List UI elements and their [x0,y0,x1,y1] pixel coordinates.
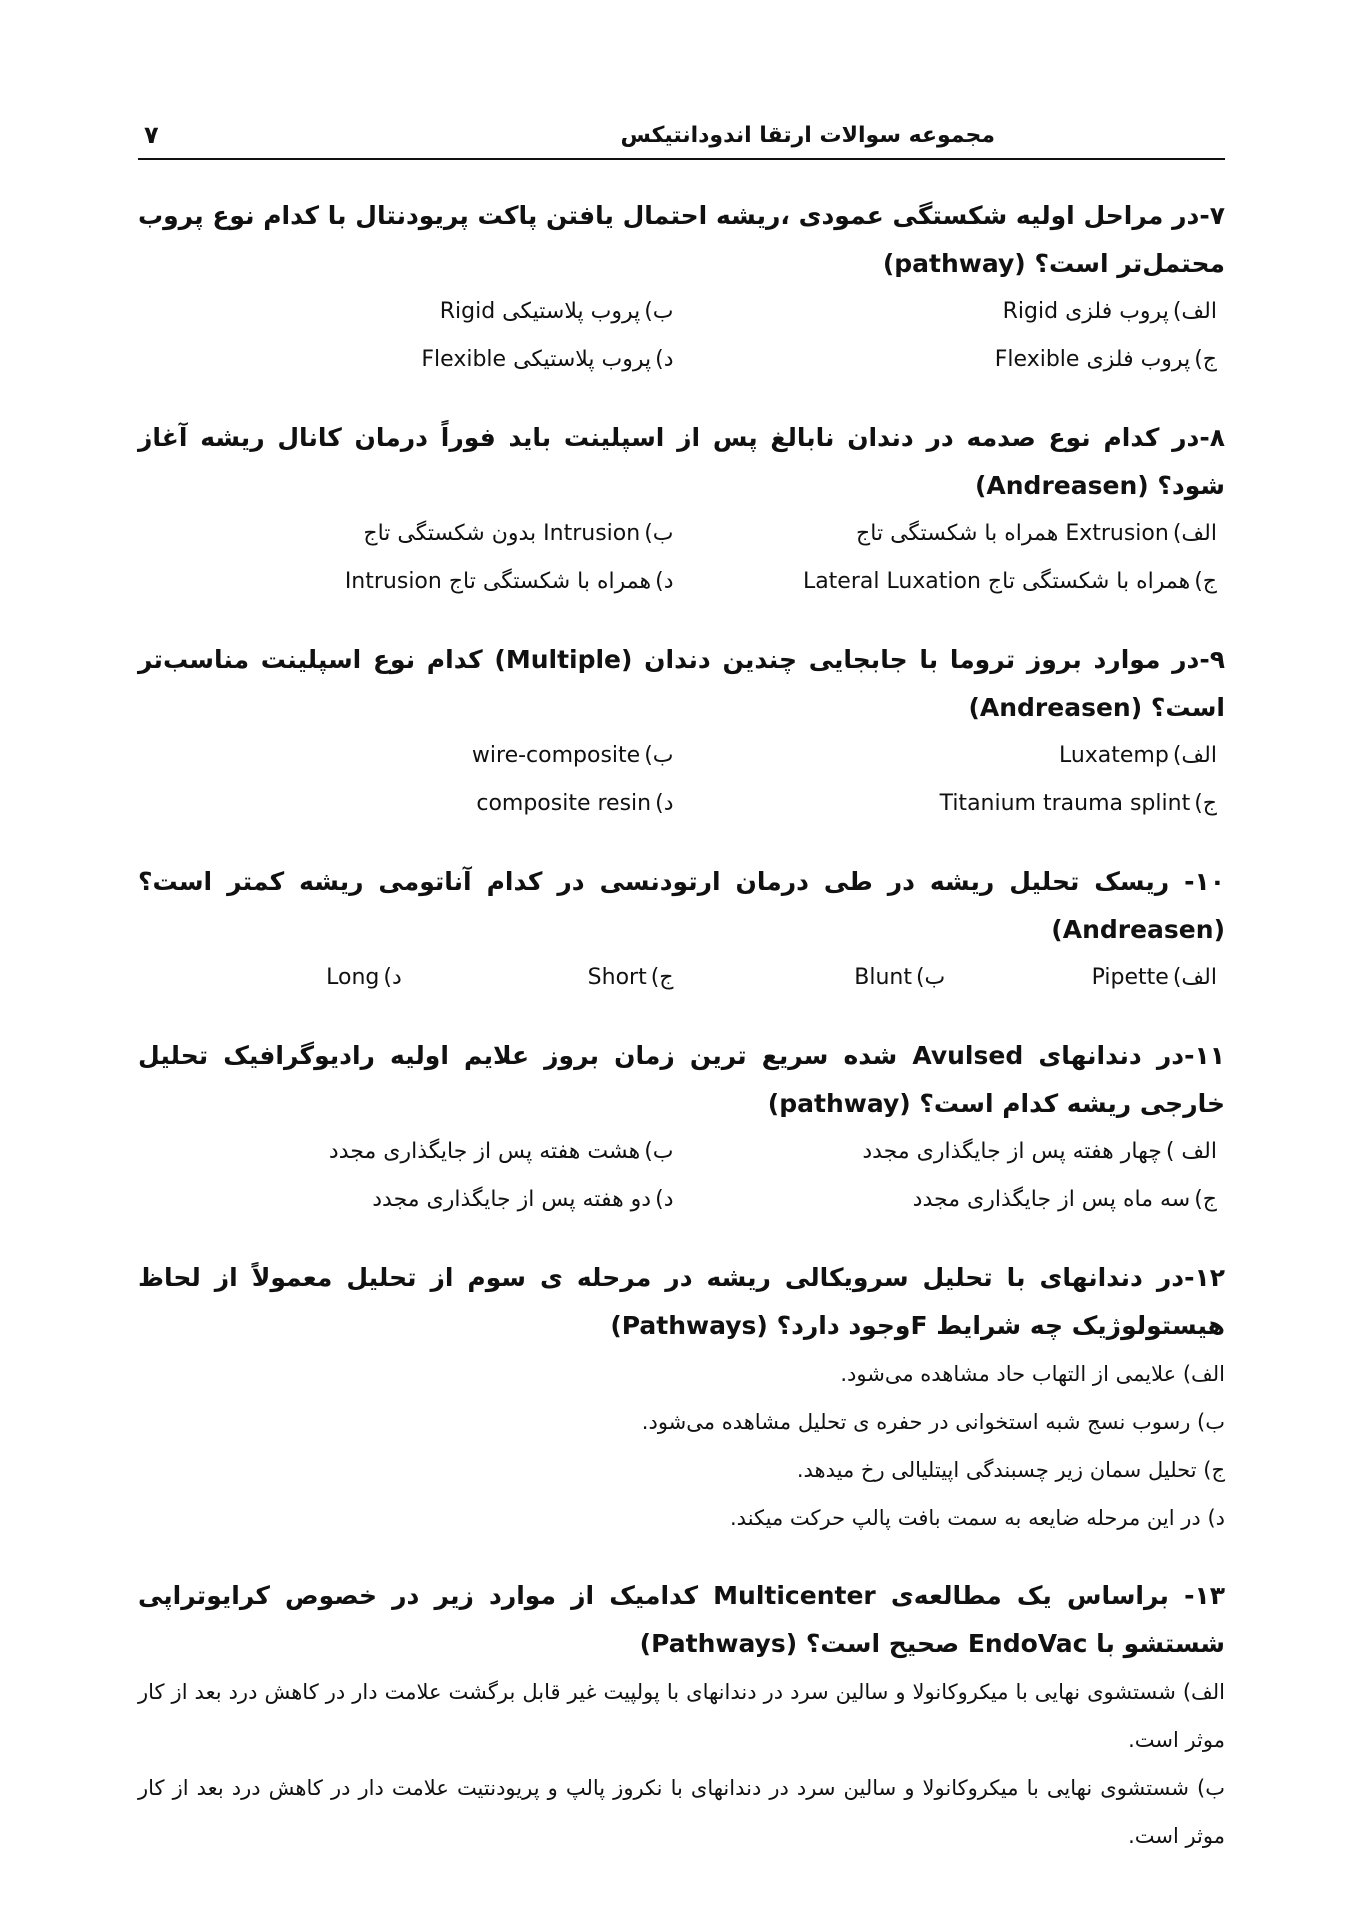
option-dal [138,1494,1225,1542]
option-label: د) [655,569,674,594]
question-stem [138,414,1225,510]
option-be [138,510,682,558]
option-label: ج) [1194,791,1217,816]
option-label: د) [655,347,674,372]
question-source: (Andreasen) [974,471,1149,500]
option-text: Luxatemp [1058,743,1169,768]
option-label: ج) [1194,569,1217,594]
option-label: الف) [1172,965,1217,990]
option-label: الف) [1172,299,1217,324]
question-source: (pathway) [767,1089,911,1118]
option-text: پروب پلاستیکی Rigid [439,299,641,324]
option-label: ج) [1194,1187,1217,1212]
option-be [138,1128,682,1176]
question-stem [138,1032,1225,1128]
question-source: (Pathways) [639,1629,798,1658]
option-text: هشت هفته پس از جایگذاری مجدد [328,1139,641,1164]
question-text: ۸-در کدام نوع صدمه در دندان نابالغ پس از اسپلینت باید فوراً درمان کانال ریشه آغاز شود؟ [138,423,1225,500]
book-title: مجموعه سوالات ارتقا اندودانتیکس [620,122,995,148]
question-text: ۱۱-در دندانهای Avulsed شده سریع ترین زمان بروز علایم اولیه رادیوگرافیک تحلیل خارجی ریشه کدام است؟ [138,1041,1225,1118]
option-jim [682,336,1226,384]
option-text: شستشوی نهایی با میکروکانولا و سالین سرد در دندانهای با نکروز پالپ و پریودنتیت علامت دار در کاهش درد بعد از کار موثر است. [138,1776,1225,1848]
options-grid [138,510,1225,606]
option-text: علایمی از التهاب حاد مشاهده می‌شود. [840,1362,1177,1386]
option-alef [953,954,1225,1002]
question-12 [138,1254,1225,1542]
question-text: ۱۲-در دندانهای با تحلیل سرویکالی ریشه در مرحله ی سوم از تحلیل معمولاً از لحاظ هیستولوژیک چه شرایط Fوجود دارد؟ [138,1263,1225,1340]
option-text: سه ماه پس از جایگذاری مجدد [912,1187,1191,1212]
option-text: در این مرحله ضایعه به سمت بافت پالپ حرکت میکند. [730,1506,1201,1530]
option-text: همراه با شکستگی تاج Lateral Luxation [802,569,1191,594]
option-dal [138,1176,682,1224]
option-text: تحلیل سمان زیر چسبندگی اپیتلیالی رخ میدهد. [796,1458,1197,1482]
option-alef [682,510,1226,558]
option-text: Intrusion بدون شکستگی تاج [363,521,641,546]
option-label: ج) [1203,1458,1225,1482]
page-number: ۷ [144,121,159,149]
option-label: ب) [1197,1776,1225,1800]
option-dal [138,780,682,828]
option-alef [138,1668,1225,1764]
option-alef [682,732,1226,780]
options-grid [138,288,1225,384]
question-13 [138,1572,1225,1860]
option-alef [682,1128,1226,1176]
option-jim [682,558,1226,606]
option-label: ب) [644,1139,674,1164]
option-alef [682,288,1226,336]
question-source: (pathway) [882,249,1026,278]
option-jim [410,954,682,1002]
question-source: (Andreasen) [1051,915,1225,944]
option-jim [138,1446,1225,1494]
option-text: شستشوی نهایی با میکروکانولا و سالین سرد در دندانهای با پولپیت غیر قابل برگشت علامت دار در کاهش درد بعد از کار موثر است. [138,1680,1225,1752]
option-label: ب) [1197,1410,1225,1434]
option-text: پروب فلزی Rigid [1002,299,1169,324]
option-text: Long [326,965,380,990]
option-text: دو هفته پس از جایگذاری مجدد [372,1187,652,1212]
option-label: ب) [644,743,674,768]
option-jim [682,1176,1226,1224]
question-text: ۱۳- براساس یک مطالعه‌ی Multicenter کدامیک از موارد زیر در خصوص کرایوتراپی شستشو با EndoVac صحیح است؟ [138,1581,1225,1658]
option-label: د) [1207,1506,1225,1530]
option-dal [138,336,682,384]
question-source: (Andreasen) [968,693,1143,722]
option-label: ج) [650,965,674,990]
option-alef [138,1350,1225,1398]
option-text: Short [587,965,647,990]
question-stem [138,858,1225,954]
question-stem [138,1254,1225,1350]
option-text: composite resin [476,791,652,816]
question-10 [138,858,1225,1002]
question-text: ۷-در مراحل اولیه شکستگی عمودی ،ریشه احتمال یافتن پاکت پریودنتال با کدام نوع پروب محتمل‌تر است؟ [138,201,1225,278]
option-label: ب) [644,521,674,546]
options-grid [138,732,1225,828]
option-label: الف) [1182,1362,1225,1386]
option-label: د) [383,965,402,990]
questions-list [138,192,1225,1890]
option-text: Blunt [854,965,912,990]
option-label: ب) [915,965,946,990]
option-be [138,1764,1225,1860]
options-grid [138,1128,1225,1224]
option-label: الف ) [1165,1139,1217,1164]
option-text: Titanium trauma splint [939,791,1191,816]
option-label: الف) [1172,521,1217,546]
option-be [138,288,682,336]
option-jim [682,780,1226,828]
option-text: Extrusion همراه با شکستگی تاج [856,521,1169,546]
option-label: ب) [644,299,674,324]
question-11 [138,1032,1225,1224]
option-label: ج) [1194,347,1217,372]
option-be [138,1398,1225,1446]
option-text: رسوب نسج شبه استخوانی در حفره ی تحلیل مشاهده می‌شود. [641,1410,1191,1434]
option-text: Pipette [1091,965,1169,990]
option-label: د) [655,1187,674,1212]
question-stem [138,636,1225,732]
option-text: پروب فلزی Flexible [994,347,1191,372]
page-header [138,112,1225,160]
option-text: چهار هفته پس از جایگذاری مجدد [862,1139,1162,1164]
question-source: (Pathways) [610,1311,768,1340]
option-text: پروب پلاستیکی Flexible [421,347,652,372]
question-stem [138,1572,1225,1668]
question-9 [138,636,1225,828]
option-label: الف) [1172,743,1217,768]
option-be [138,732,682,780]
option-text: همراه با شکستگی تاج Intrusion [344,569,652,594]
question-stem [138,192,1225,288]
question-7 [138,192,1225,384]
options-row [138,954,1225,1002]
option-label: الف) [1182,1680,1225,1704]
option-dal [138,954,410,1002]
question-text: ۹-در موارد بروز تروما با جابجایی چندین دندان (Multiple) کدام نوع اسپلینت مناسب‌تر است؟ [138,645,1226,722]
option-be [682,954,954,1002]
option-dal [138,558,682,606]
question-8 [138,414,1225,606]
option-text: wire-composite [471,743,641,768]
option-label: د) [655,791,674,816]
question-text: ۱۰- ریسک تحلیل ریشه در طی درمان ارتودنسی در کدام آناتومی ریشه کمتر است؟ [138,867,1225,896]
